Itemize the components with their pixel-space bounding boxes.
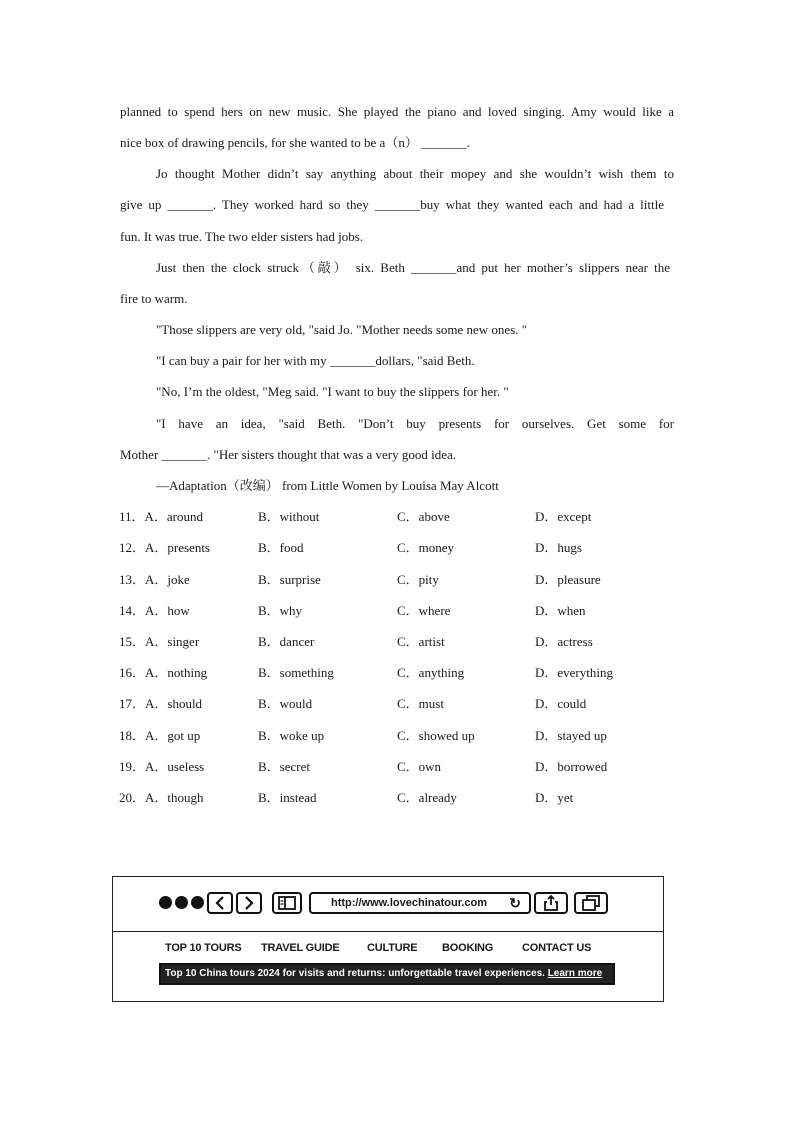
passage-line-5: fun. It was true. The two elder sisters had jobs.	[120, 229, 364, 244]
option-d[interactable]: D．actress	[535, 634, 593, 649]
nav-culture[interactable]: CULTURE	[367, 942, 418, 954]
passage-line-9: "I can buy a pair for her with my _______dollars, "said Beth.	[156, 353, 475, 368]
option-d[interactable]: D．everything	[535, 665, 613, 680]
option-b[interactable]: B．why	[258, 603, 303, 618]
option-d[interactable]: D．yet	[535, 790, 574, 805]
passage-source: —Adaptation（改编） from Little Women by Louisa May Alcott	[156, 478, 499, 493]
option-b[interactable]: B．instead	[258, 790, 317, 805]
option-b[interactable]: B．secret	[258, 759, 310, 774]
chevron-right-icon	[243, 896, 255, 910]
option-b[interactable]: B．surprise	[258, 572, 321, 587]
browser-toolbar	[113, 877, 663, 932]
address-bar[interactable]	[309, 892, 531, 914]
option-b[interactable]: B．would	[258, 696, 313, 711]
option-c[interactable]: C．money	[397, 540, 455, 555]
option-a[interactable]: 16．A．nothing	[119, 665, 208, 680]
option-a[interactable]: 19．A．useless	[119, 759, 205, 774]
passage-line-4: give up _______. They worked hard so they _______buy what they wanted each and had a little	[120, 197, 664, 212]
option-row-16	[119, 665, 679, 681]
option-row-19	[119, 759, 679, 775]
nav-contact-us[interactable]: CONTACT US	[522, 942, 592, 954]
option-c[interactable]: C．where	[397, 603, 451, 618]
option-c[interactable]: C．anything	[397, 665, 465, 680]
option-row-15	[119, 634, 679, 650]
option-b[interactable]: B．food	[258, 540, 304, 555]
window-dot-icon	[175, 896, 188, 909]
website-mockup	[112, 876, 664, 1002]
option-row-12	[119, 540, 679, 556]
option-row-14	[119, 603, 679, 619]
promo-banner	[159, 963, 615, 985]
option-a[interactable]: 18．A．got up	[119, 728, 201, 743]
window-dot-icon	[191, 896, 204, 909]
option-d[interactable]: D．borrowed	[535, 759, 608, 774]
passage-line-12: Mother _______. "Her sisters thought that was a very good idea.	[120, 447, 457, 462]
option-a[interactable]: 13．A．joke	[119, 572, 190, 587]
option-row-13	[119, 572, 679, 588]
option-d[interactable]: D．except	[535, 509, 592, 524]
tabs-button[interactable]	[574, 892, 608, 914]
option-c[interactable]: C．pity	[397, 572, 439, 587]
passage-line-11: "I have an idea, "said Beth. "Don’t buy presents for ourselves. Get some for	[156, 416, 674, 431]
option-row-11	[119, 509, 679, 525]
nav-top-10-tours[interactable]: TOP 10 TOURS	[165, 942, 242, 954]
passage-line-3: Jo thought Mother didn’t say anything about their mopey and she wouldn’t wish them to	[156, 166, 674, 181]
option-c[interactable]: C．must	[397, 696, 444, 711]
option-c[interactable]: C．artist	[397, 634, 445, 649]
passage-line-1: planned to spend hers on new music. She played the piano and loved singing. Amy would like a	[120, 104, 674, 119]
option-b[interactable]: B．without	[258, 509, 320, 524]
option-c[interactable]: C．already	[397, 790, 457, 805]
option-d[interactable]: D．could	[535, 696, 587, 711]
option-a[interactable]: 20．A．though	[119, 790, 204, 805]
passage-line-10: "No, I’m the oldest, "Meg said. "I want to buy the slippers for her. "	[156, 384, 509, 399]
option-c[interactable]: C．showed up	[397, 728, 475, 743]
option-a[interactable]: 12．A．presents	[119, 540, 210, 555]
option-row-17	[119, 696, 679, 712]
tabs-icon	[582, 895, 600, 911]
sidebar-button[interactable]	[272, 892, 302, 914]
option-a[interactable]: 15．A．singer	[119, 634, 200, 649]
option-d[interactable]: D．when	[535, 603, 586, 618]
passage-line-7: fire to warm.	[120, 291, 188, 306]
url-text: http://www.lovechinatour.com	[331, 897, 488, 909]
option-a[interactable]: 11．A．around	[119, 509, 204, 524]
refresh-icon[interactable]: ↻	[509, 895, 521, 911]
passage-line-8: "Those slippers are very old, "said Jo. "Mother needs some new ones. "	[156, 322, 528, 337]
forward-button[interactable]	[236, 892, 262, 914]
nav-travel-guide[interactable]: TRAVEL GUIDE	[261, 942, 340, 954]
option-d[interactable]: D．stayed up	[535, 728, 607, 743]
option-b[interactable]: B．dancer	[258, 634, 315, 649]
option-a[interactable]: 17．A．should	[119, 696, 203, 711]
chevron-left-icon	[214, 896, 226, 910]
back-button[interactable]	[207, 892, 233, 914]
window-dot-icon	[159, 896, 172, 909]
share-icon	[543, 895, 559, 911]
option-d[interactable]: D．hugs	[535, 540, 582, 555]
sidebar-icon	[278, 896, 296, 910]
option-row-18	[119, 728, 679, 744]
passage-line-6: Just then the clock struck（敲） six. Beth _______and put her mother’s slippers near the	[156, 260, 670, 275]
option-c[interactable]: C．above	[397, 509, 450, 524]
option-d[interactable]: D．pleasure	[535, 572, 601, 587]
option-c[interactable]: C．own	[397, 759, 442, 774]
learn-more-link[interactable]: Learn more	[547, 968, 603, 979]
option-a[interactable]: 14．A．how	[119, 603, 190, 618]
option-b[interactable]: B．woke up	[258, 728, 325, 743]
nav-booking[interactable]: BOOKING	[442, 942, 494, 954]
option-row-20	[119, 790, 679, 806]
passage-line-2: nice box of drawing pencils, for she wanted to be a（n） _______.	[120, 135, 470, 150]
option-b[interactable]: B．something	[258, 665, 334, 680]
share-button[interactable]	[534, 892, 568, 914]
banner-text: Top 10 China tours 2024 for visits and returns: unforgettable travel experiences.	[165, 968, 545, 979]
